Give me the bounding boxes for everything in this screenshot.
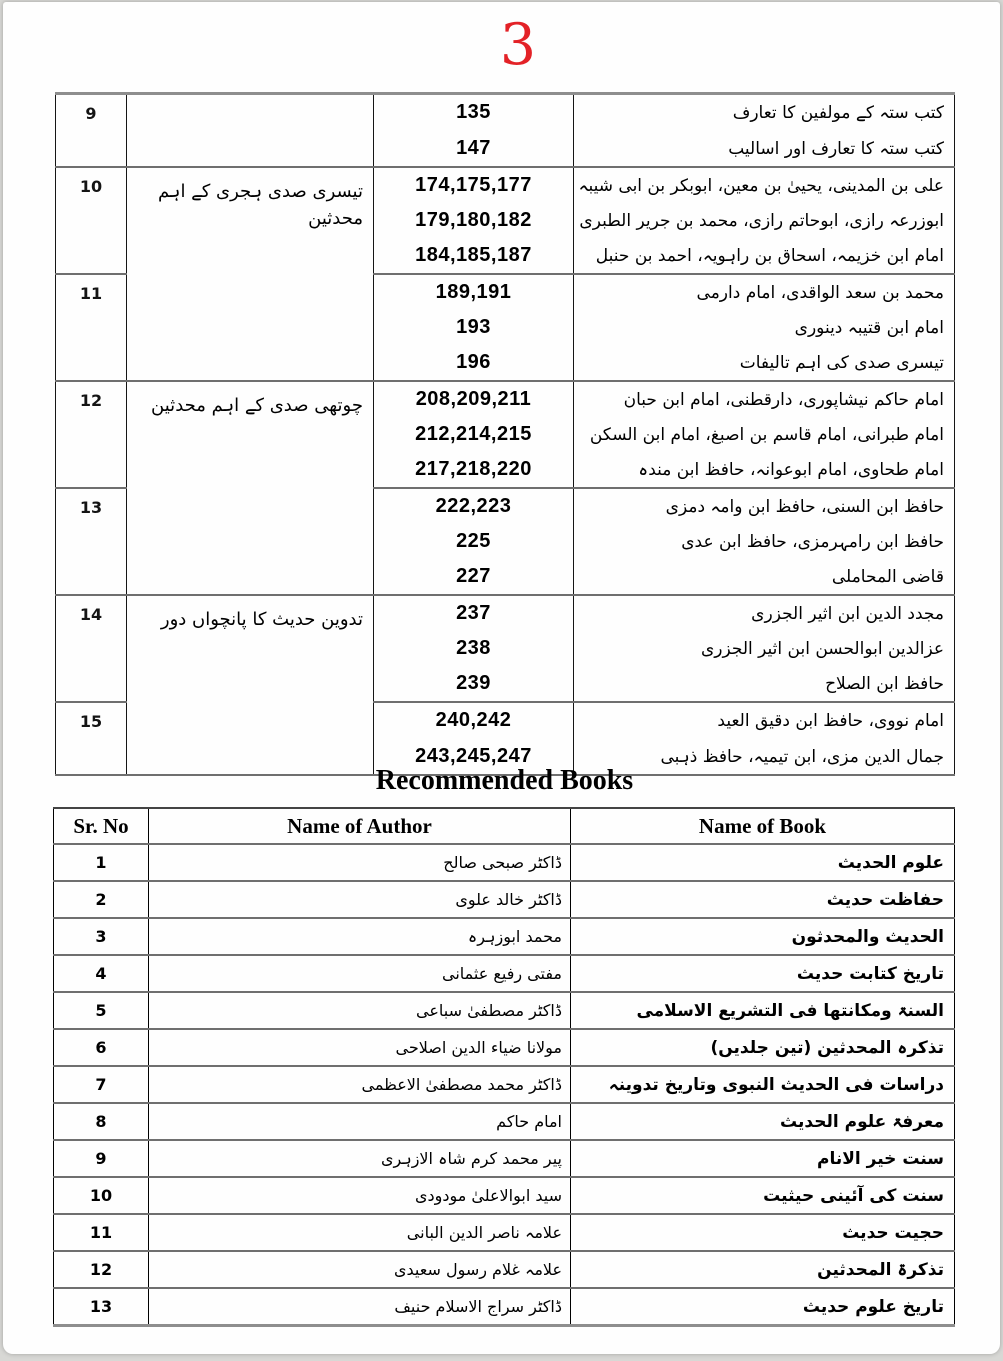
- book-sr-cell: 12: [54, 1251, 149, 1288]
- book-name-cell: حفاظت حدیث: [571, 881, 955, 918]
- recommended-books-heading: Recommended Books: [375, 765, 634, 796]
- page-numbers-value: 174,175,177: [415, 174, 532, 196]
- author-name-cell: امام حاکم: [149, 1103, 571, 1140]
- author-name-cell: مولانا ضیاء الدین اصلاحی: [149, 1029, 571, 1066]
- toc-pages-cell: [374, 488, 574, 595]
- page-numbers-value: 147: [456, 136, 491, 159]
- toc-pages-lines: [374, 382, 573, 487]
- topic-detail-text: جمال الدین مزی، ابن تیمیہ، حافظ ذہبی: [660, 746, 944, 767]
- page-numbers-value: 189,191: [435, 281, 512, 303]
- book-name-cell: تاریخ کتابت حدیث: [571, 955, 955, 992]
- toc-row-9: [56, 94, 955, 168]
- toc-pages-cell: [374, 94, 574, 168]
- toc-sr-cell: 11: [56, 274, 127, 381]
- book-name-cell: علوم الحدیث: [571, 844, 955, 881]
- toc-pages-lines: [374, 168, 573, 273]
- col-header-book: Name of Book: [571, 808, 955, 844]
- toc-pages-lines: [374, 489, 573, 594]
- col-header-author: Name of Author: [149, 808, 571, 844]
- toc-pages-lines: [374, 703, 573, 774]
- recommended-row-3: [54, 918, 955, 955]
- toc-detail-lines: [574, 168, 954, 273]
- col-header-sr-no: Sr. No: [54, 808, 149, 844]
- author-name-cell: مفتی رفیع عثمانی: [149, 955, 571, 992]
- book-name-cell: سنت کی آئینی حیثیت: [571, 1177, 955, 1214]
- author-name-cell: ڈاکٹر سراج الاسلام حنیف: [149, 1288, 571, 1326]
- book-sr-cell: 11: [54, 1214, 149, 1251]
- page-number: 3: [499, 12, 537, 78]
- topic-detail-text: امام نووی، حافظ ابن دقیق العید: [717, 710, 944, 731]
- toc-sr-cell: 15: [56, 702, 127, 775]
- author-name-cell: ڈاکٹر صبحی صالح: [149, 844, 571, 881]
- toc-table-body: [56, 94, 955, 776]
- recommended-books-table: [53, 807, 955, 1327]
- topic-detail-text: تیسری صدی کی اہم تالیفات: [739, 353, 944, 373]
- topic-detail-text: امام حاکم نیشاپوری، دارقطنی، امام ابن حبان: [623, 389, 944, 410]
- topic-detail-text: مجدد الدین ابن اثیر الجزری: [751, 603, 944, 624]
- page-numbers-value: 135: [456, 101, 491, 124]
- book-sr-cell: 9: [54, 1140, 149, 1177]
- toc-detail-lines: [574, 596, 954, 701]
- page-numbers-value: 238: [456, 637, 491, 659]
- book-sr-cell: 7: [54, 1066, 149, 1103]
- page-numbers-value: 227: [456, 565, 491, 587]
- page-numbers-value: 243,245,247: [415, 744, 532, 767]
- toc-topic-cell: چوتھی صدی کے اہم محدثین: [127, 381, 374, 595]
- recommended-row-1: [54, 844, 955, 881]
- toc-sr-cell: 12: [56, 381, 127, 488]
- author-name-cell: ڈاکٹر مصطفیٰ سباعی: [149, 992, 571, 1029]
- book-name-cell: حجیت حدیث: [571, 1214, 955, 1251]
- topic-detail-text: عزالدین ابوالحسن ابن اثیر الجزری: [701, 638, 944, 659]
- toc-pages-cell: [374, 595, 574, 702]
- book-name-cell: تذکرہ المحدثین (تین جلدیں): [571, 1029, 955, 1066]
- recommended-row-11: [54, 1214, 955, 1251]
- toc-detail-lines: [574, 275, 954, 380]
- toc-pages-lines: [374, 596, 573, 701]
- author-name-cell: ڈاکٹر خالد علوی: [149, 881, 571, 918]
- book-name-cell: تاریخ علوم حدیث: [571, 1288, 955, 1326]
- toc-details-cell: [574, 381, 955, 488]
- book-sr-cell: 5: [54, 992, 149, 1029]
- toc-topic-cell: [127, 94, 374, 168]
- page-numbers-value: 222,223: [435, 495, 512, 517]
- toc-topic-cell: تدوین حدیث کا پانچواں دور: [127, 595, 374, 775]
- toc-details-cell: [574, 595, 955, 702]
- page-numbers-value: 239: [456, 672, 491, 694]
- topic-detail-text: امام ابن قتیبہ دینوری: [794, 318, 944, 338]
- page-numbers-value: 217,218,220: [415, 458, 532, 480]
- recommended-row-7: [54, 1066, 955, 1103]
- toc-details-cell: [574, 94, 955, 168]
- toc-pages-cell: [374, 274, 574, 381]
- toc-sr-cell: 14: [56, 595, 127, 702]
- book-sr-cell: 6: [54, 1029, 149, 1066]
- toc-details-cell: [574, 167, 955, 274]
- recommended-row-5: [54, 992, 955, 1029]
- scanned-page: [3, 2, 1000, 1354]
- toc-table: [55, 92, 955, 776]
- topic-detail-text: قاضی المحاملی: [831, 566, 944, 587]
- toc-detail-lines: [574, 382, 954, 487]
- topic-detail-text: امام طبرانی، امام قاسم بن اصبغ، امام ابن السکن: [589, 424, 944, 445]
- book-sr-cell: 10: [54, 1177, 149, 1214]
- toc-pages-cell: [374, 381, 574, 488]
- toc-pages-lines: [374, 275, 573, 380]
- book-sr-cell: 8: [54, 1103, 149, 1140]
- toc-detail-lines: [574, 489, 954, 594]
- book-sr-cell: 3: [54, 918, 149, 955]
- page-numbers-value: 208,209,211: [415, 388, 532, 410]
- recommended-row-6: [54, 1029, 955, 1066]
- page-numbers-value: 212,214,215: [415, 423, 532, 445]
- toc-row-10: [56, 167, 955, 274]
- recommended-row-13: [54, 1288, 955, 1326]
- author-name-cell: علامہ غلام رسول سعیدی: [149, 1251, 571, 1288]
- topic-detail-text: کتب ستہ کے مولفین کا تعارف: [732, 103, 944, 124]
- toc-details-cell: [574, 274, 955, 381]
- page-numbers-value: 225: [456, 530, 491, 552]
- author-name-cell: پیر محمد کرم شاہ الازہری: [149, 1140, 571, 1177]
- topic-detail-text: کتب ستہ کا تعارف اور اسالیب: [728, 138, 944, 159]
- recommended-row-4: [54, 955, 955, 992]
- page-numbers-value: 184,185,187: [415, 244, 532, 266]
- recommended-row-8: [54, 1103, 955, 1140]
- recommended-row-10: [54, 1177, 955, 1214]
- topic-detail-text: محمد بن سعد الواقدی، امام دارمی: [696, 282, 944, 303]
- page-numbers-value: 237: [456, 602, 491, 624]
- author-name-cell: علامہ ناصر الدین البانی: [149, 1214, 571, 1251]
- toc-sr-cell: 13: [56, 488, 127, 595]
- page-numbers-value: 179,180,182: [415, 209, 532, 231]
- book-sr-cell: 1: [54, 844, 149, 881]
- toc-detail-lines: [574, 703, 954, 774]
- toc-detail-lines: [574, 95, 954, 166]
- recommended-header-row: [54, 808, 955, 844]
- recommended-row-12: [54, 1251, 955, 1288]
- book-sr-cell: 2: [54, 881, 149, 918]
- topic-detail-text: حافظ ابن السنی، حافظ ابن وامہ دمزی: [665, 497, 944, 517]
- toc-row-14: [56, 595, 955, 702]
- book-name-cell: سنت خیر الانام: [571, 1140, 955, 1177]
- recommended-row-9: [54, 1140, 955, 1177]
- toc-sr-cell: 9: [56, 94, 127, 168]
- book-name-cell: تذکرۃ المحدثین: [571, 1251, 955, 1288]
- page-numbers-value: 196: [456, 351, 491, 373]
- recommended-table-body: [54, 844, 955, 1326]
- topic-detail-text: امام ابن خزیمہ، اسحاق بن راہویہ، احمد بن حنبل: [595, 246, 944, 266]
- topic-detail-text: امام طحاوی، امام ابوعوانہ، حافظ ابن مندہ: [638, 460, 944, 480]
- book-name-cell: السنۃ ومکانتھا فی التشریع الاسلامی: [571, 992, 955, 1029]
- toc-pages-cell: [374, 167, 574, 274]
- author-name-cell: سید ابوالاعلیٰ مودودی: [149, 1177, 571, 1214]
- topic-detail-text: ابوزرعہ رازی، ابوحاتم رازی، محمد بن جریر الطبری: [579, 211, 944, 231]
- toc-details-cell: [574, 488, 955, 595]
- topic-detail-text: حافظ ابن الصلاح: [825, 673, 944, 694]
- book-name-cell: معرفۃ علوم الحدیث: [571, 1103, 955, 1140]
- book-name-cell: الحدیث والمحدثون: [571, 918, 955, 955]
- topic-detail-text: علی بن المدینی، یحییٰ بن معین، ابوبکر بن ابی شیبہ: [578, 176, 944, 196]
- book-sr-cell: 4: [54, 955, 149, 992]
- page-numbers-value: 193: [456, 316, 491, 338]
- toc-topic-cell: تیسری صدی ہجری کے اہم محدثین: [127, 167, 374, 381]
- author-name-cell: ڈاکٹر محمد مصطفیٰ الاعظمی: [149, 1066, 571, 1103]
- topic-detail-text: حافظ ابن رامہرمزی، حافظ ابن عدی: [681, 532, 944, 552]
- book-sr-cell: 13: [54, 1288, 149, 1326]
- toc-sr-cell: 10: [56, 167, 127, 274]
- toc-row-12: [56, 381, 955, 488]
- toc-pages-lines: [374, 95, 573, 166]
- recommended-row-2: [54, 881, 955, 918]
- author-name-cell: محمد ابوزہرہ: [149, 918, 571, 955]
- page-numbers-value: 240,242: [435, 709, 512, 732]
- book-name-cell: دراسات فی الحدیث النبوی وتاریخ تدوینہ: [571, 1066, 955, 1103]
